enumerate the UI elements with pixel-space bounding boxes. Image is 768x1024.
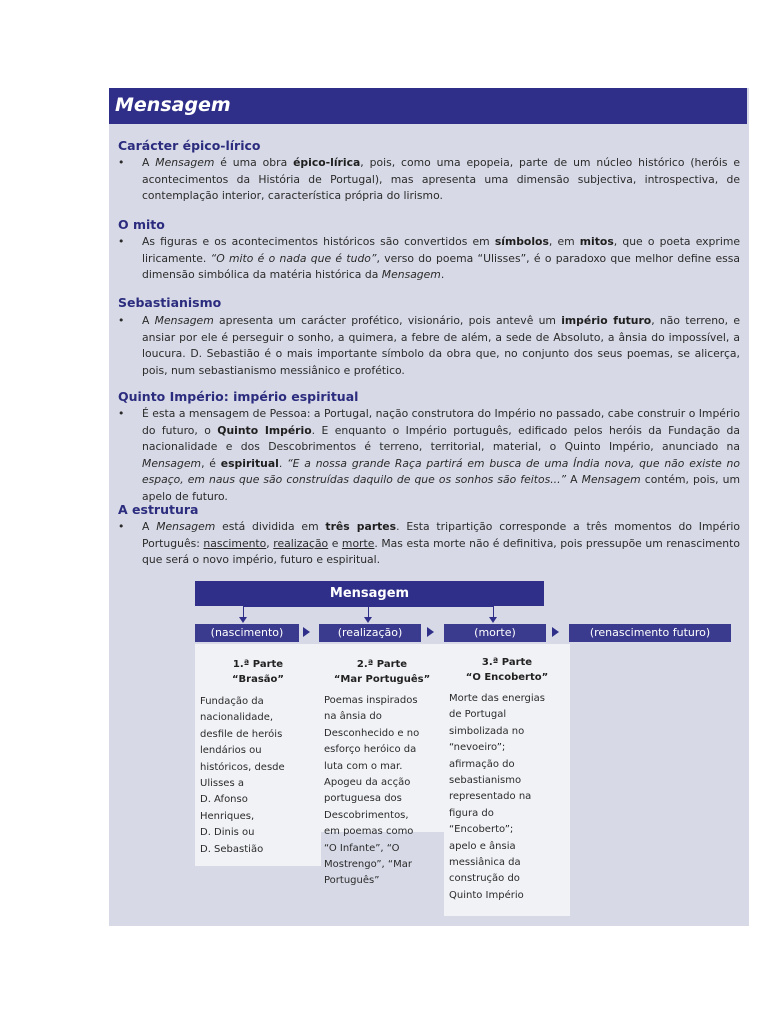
text-segment: . Mas esta morte não é definitiva, pois pressupõe um renascimento que será o novo império, futuro e espiritual. [142, 536, 740, 566]
down-arrow-icon [364, 617, 372, 623]
text-segment: A [142, 520, 157, 533]
text-segment: apresenta um carácter profético, visionário, pois antevê um [213, 314, 562, 327]
text-segment: . [440, 268, 445, 281]
italic-text: Mensagem [381, 268, 441, 281]
italic-text: Mensagem [581, 473, 641, 486]
italic-text: Mensagem [142, 456, 202, 470]
italic-text: “E a nossa grande Raça partirá em busca de uma Índia nova, que não existe no espaço, em naus que são construídas daquilo de que os sonhos são feitos...” [142, 456, 740, 486]
bold-term: Quinto Império [217, 423, 312, 437]
italic-text: Mensagem [155, 156, 215, 169]
down-arrow-icon [489, 617, 497, 623]
stage-realizacao: (realização) [319, 624, 421, 642]
bullet: • [118, 407, 125, 420]
italic-text: Mensagem [154, 314, 214, 327]
underlined-term: nascimento [203, 536, 267, 550]
section-text-mito [118, 234, 740, 284]
bold-term: três partes [325, 520, 397, 533]
section-text-epico-lirico [118, 155, 740, 205]
part-name: “Mar Português” [333, 674, 431, 685]
part-column-mar-portugues [319, 644, 445, 887]
text-segment: A [566, 473, 582, 486]
bold-term: espiritual [220, 456, 279, 470]
part-number: 2.ª Parte [356, 659, 408, 670]
text-segment: A [142, 156, 156, 169]
text-segment: As figuras e os acontecimentos históricos são convertidos em [142, 235, 495, 248]
text-segment: , é [201, 456, 221, 470]
bold-term: mitos [579, 235, 614, 248]
bold-term: império futuro [561, 314, 652, 327]
right-arrow-icon [427, 627, 434, 637]
paragraph [142, 234, 740, 284]
stage-renascimento-futuro: (renascimento futuro) [569, 624, 731, 642]
paragraph [142, 519, 740, 569]
title-bar [109, 88, 747, 124]
part-description: Fundação da nacionalidade, desfile de heróis lendários ou históricos, desde Ulisses a D. Afonso Henriques, D. Dinis ou D. Sebastião [200, 696, 285, 855]
underlined-term: morte [341, 536, 375, 550]
section-text-quinto-imperio [118, 406, 740, 505]
part-number: 3.ª Parte [481, 657, 533, 668]
text-segment: . E enquanto o Império português, edificado pelos heróis da Fundação da nacionalidade e dos Descobrimentos é terreno, territorial, material, o Quinto Império, anunciado na [142, 423, 740, 453]
italic-text: Mensagem [156, 520, 216, 533]
bold-term: épico-lírica [293, 156, 361, 169]
part-number: 1.ª Parte [232, 659, 284, 670]
text-segment: contém, pois, um apelo de futuro. [142, 473, 741, 503]
underlined-term: realização [273, 536, 329, 550]
text-segment: , verso do poema “Ulisses”, é o paradoxo que melhor define essa dimensão simbólica da matéria histórica da [142, 251, 740, 281]
text-segment: , em [548, 235, 580, 248]
text-segment: , não terreno, e ansiar por ele é perseguir o sonho, a quimera, a febre de além, a sede de Absoluto, a ânsia do impossível, a loucura. D. Sebastião é o mais importante símbolo da obra que, no conjunto dos seus poemas, se alicerça, pois, num sebastianismo messiânico e profético. [142, 314, 740, 377]
bullet: • [118, 235, 125, 248]
text-segment: , que o poeta exprime liricamente. [142, 235, 740, 265]
section-heading-mito: O mito [118, 217, 165, 232]
text-segment: . [278, 456, 288, 470]
paragraph [142, 313, 740, 379]
stage-morte: (morte) [444, 624, 546, 642]
part-description: Morte das energias de Portugal simbolizada no “nevoeiro”; afirmação do sebastianismo representado na figura do “Encoberto”; apelo e ânsia messiânica da construção do Quinto Império [449, 693, 546, 901]
right-arrow-icon [303, 627, 310, 637]
right-arrow-icon [552, 627, 559, 637]
part-column-o-encoberto [444, 644, 570, 916]
down-arrow-icon [239, 617, 247, 623]
part-description: Poemas inspirados na ânsia do Desconhecido e no esforço heróico da luta com o mar. Apogeu da acção portuguesa dos Descobrimentos, em poemas como “O Infante”, “O Mostrengo”, “Mar Português” [324, 695, 420, 887]
connector-line [493, 600, 494, 618]
bullet: • [118, 156, 125, 169]
text-segment: é uma obra [214, 156, 294, 169]
text-segment: . Esta tripartição corresponde a três momentos do Império Português: [142, 520, 741, 550]
section-text-sebastianismo [118, 313, 740, 379]
text-segment: , [266, 536, 274, 550]
bold-term: símbolos [494, 235, 549, 248]
text-segment: É esta a mensagem de Pessoa: a Portugal, nação construtora do Império no passado, cabe construir o Império do futuro, o [142, 407, 740, 437]
section-heading-quinto-imperio: Quinto Império: império espiritual [118, 389, 359, 404]
section-heading-epico-lirico: Carácter épico-lírico [118, 138, 261, 153]
italic-text: “O mito é o nada que é tudo” [210, 251, 377, 265]
part-column-brasao [195, 644, 321, 866]
section-heading-sebastianismo: Sebastianismo [118, 295, 222, 310]
page-panel [109, 88, 749, 926]
bullet: • [118, 314, 125, 327]
page-title: Mensagem [115, 94, 231, 116]
text-segment: está dividida em [215, 520, 326, 533]
part-name: “Brasão” [231, 674, 285, 685]
stage-nascimento: (nascimento) [195, 624, 299, 642]
text-segment: A [142, 314, 155, 327]
paragraph [142, 155, 740, 205]
section-text-estrutura [118, 519, 740, 569]
diagram-title: Mensagem [195, 581, 544, 606]
paragraph [142, 406, 740, 505]
text-segment: e [328, 536, 342, 550]
bullet: • [118, 520, 125, 533]
part-name: “O Encoberto” [465, 672, 549, 683]
section-heading-estrutura: A estrutura [118, 502, 199, 517]
text-segment: , pois, como uma epopeia, parte de um núcleo histórico (heróis e acontecimentos da História de Portugal), mas apresenta uma dimensão subjectiva, introspectiva, de contemplação interior, característica própria do lirismo. [142, 156, 740, 202]
